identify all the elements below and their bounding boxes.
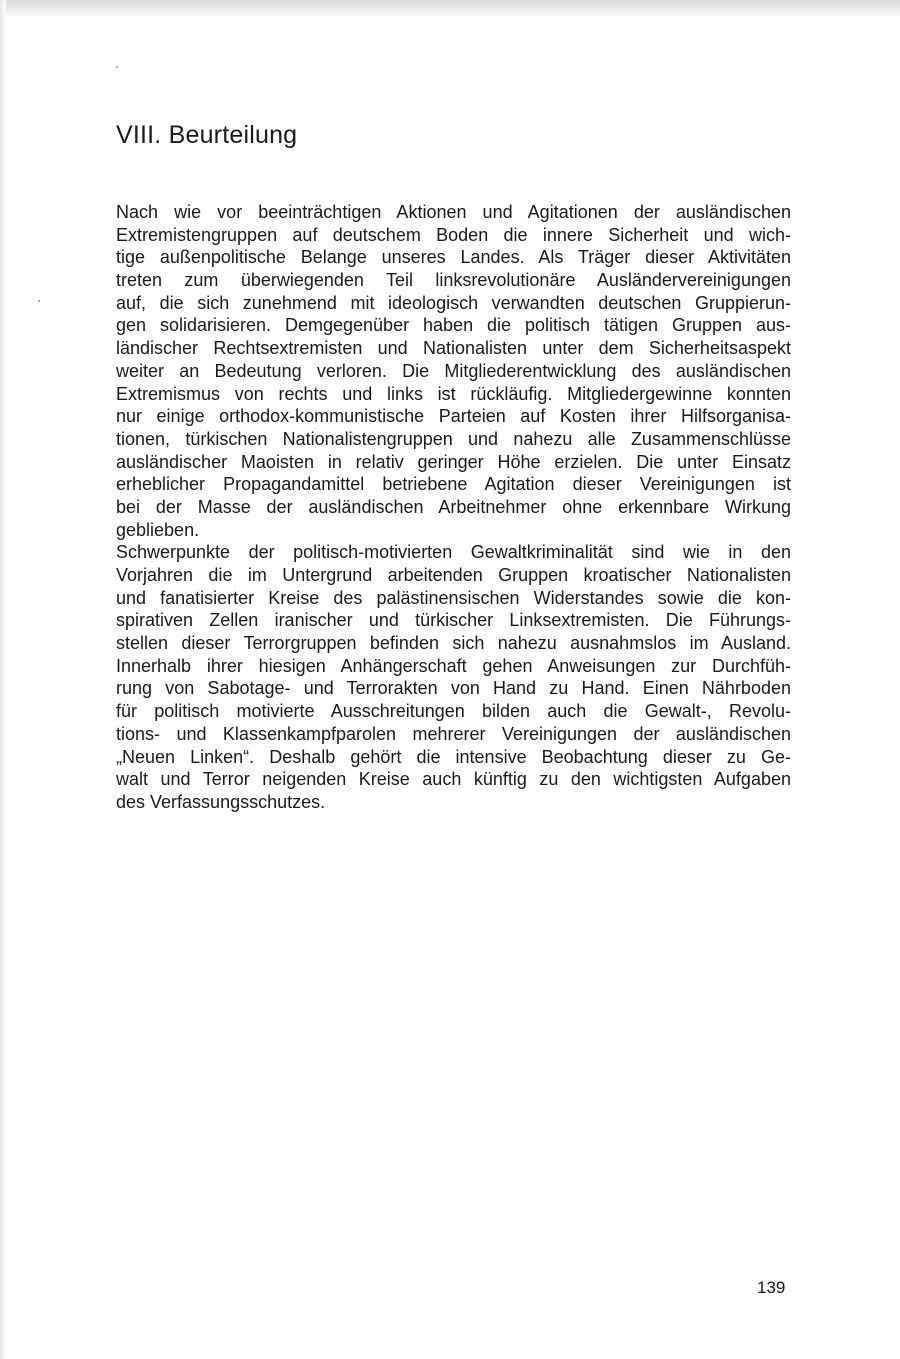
paragraph — [116, 541, 791, 813]
text-line: weiter an Bedeutung verloren. Die Mitgliederentwicklung des ausländischen — [116, 360, 791, 381]
scan-speck — [38, 300, 40, 302]
text-line: tionen, türkischen Nationalistengruppen und nahezu alle Zusammenschlüsse — [116, 428, 791, 449]
text-line: „Neuen Linken“. Deshalb gehört die intensive Beobachtung dieser zu Ge- — [116, 746, 791, 767]
scan-left-edge — [0, 0, 6, 1359]
text-line: Innerhalb ihrer hiesigen Anhängerschaft gehen Anweisungen zur Durchfüh- — [116, 655, 791, 676]
text-line: erheblicher Propagandamittel betriebene Agitation dieser Vereinigungen ist — [116, 474, 791, 495]
text-line: spirativen Zellen iranischer und türkischer Linksextremisten. Die Führungs- — [116, 610, 791, 631]
body-text — [116, 201, 791, 814]
text-line: ausländischer Maoisten in relativ geringer Höhe erzielen. Die unter Einsatz — [116, 451, 791, 472]
text-line: und fanatisierter Kreise des palästinensischen Widerstandes sowie die kon- — [116, 587, 791, 608]
scan-speck — [116, 66, 118, 68]
text-line: für politisch motivierte Ausschreitungen bilden auch die Gewalt-, Revolu- — [116, 701, 791, 722]
text-line: rung von Sabotage- und Terrorakten von Hand zu Hand. Einen Nährboden — [116, 678, 791, 699]
text-line: walt und Terror neigenden Kreise auch künftig zu den wichtigsten Aufgaben — [116, 769, 791, 790]
text-line: bei der Masse der ausländischen Arbeitnehmer ohne erkennbare Wirkung — [116, 496, 791, 517]
text-line: Extremistengruppen auf deutschem Boden die innere Sicherheit und wich- — [116, 224, 791, 245]
text-line: stellen dieser Terrorgruppen befinden sich nahezu ausnahmslos im Ausland. — [116, 633, 791, 654]
text-line: tige außenpolitische Belange unseres Landes. Als Träger dieser Aktivitäten — [116, 247, 791, 268]
page-number: 139 — [757, 1278, 786, 1297]
page-title: VIII. Beurteilung — [116, 121, 298, 149]
text-line: geblieben. — [116, 519, 200, 540]
text-line: ländischer Rechtsextremisten und Nationalisten unter dem Sicherheitsaspekt — [116, 338, 791, 359]
paragraph — [116, 201, 791, 541]
text-line: nur einige orthodox-kommunistische Parteien auf Kosten ihrer Hilfsorganisa- — [116, 406, 791, 427]
text-line: gen solidarisieren. Demgegenüber haben die politisch tätigen Gruppen aus- — [116, 315, 791, 336]
text-line: treten zum überwiegenden Teil linksrevolutionäre Ausländervereinigungen — [116, 270, 791, 291]
scan-top-edge — [0, 0, 900, 18]
text-line: Schwerpunkte der politisch-motivierten Gewaltkriminalität sind wie in den — [116, 542, 791, 563]
text-line: Vorjahren die im Untergrund arbeitenden Gruppen kroatischer Nationalisten — [116, 565, 791, 585]
text-line: Extremismus von rechts und links ist rückläufig. Mitgliedergewinne konnten — [116, 383, 791, 404]
text-line: Nach wie vor beeinträchtigen Aktionen und Agitationen der ausländischen — [116, 202, 791, 222]
text-line: tions- und Klassenkampfparolen mehrerer Vereinigungen der ausländischen — [116, 723, 791, 744]
text-line: des Verfassungsschutzes. — [116, 791, 326, 812]
text-line: auf, die sich zunehmend mit ideologisch verwandten deutschen Gruppierun- — [116, 292, 791, 313]
